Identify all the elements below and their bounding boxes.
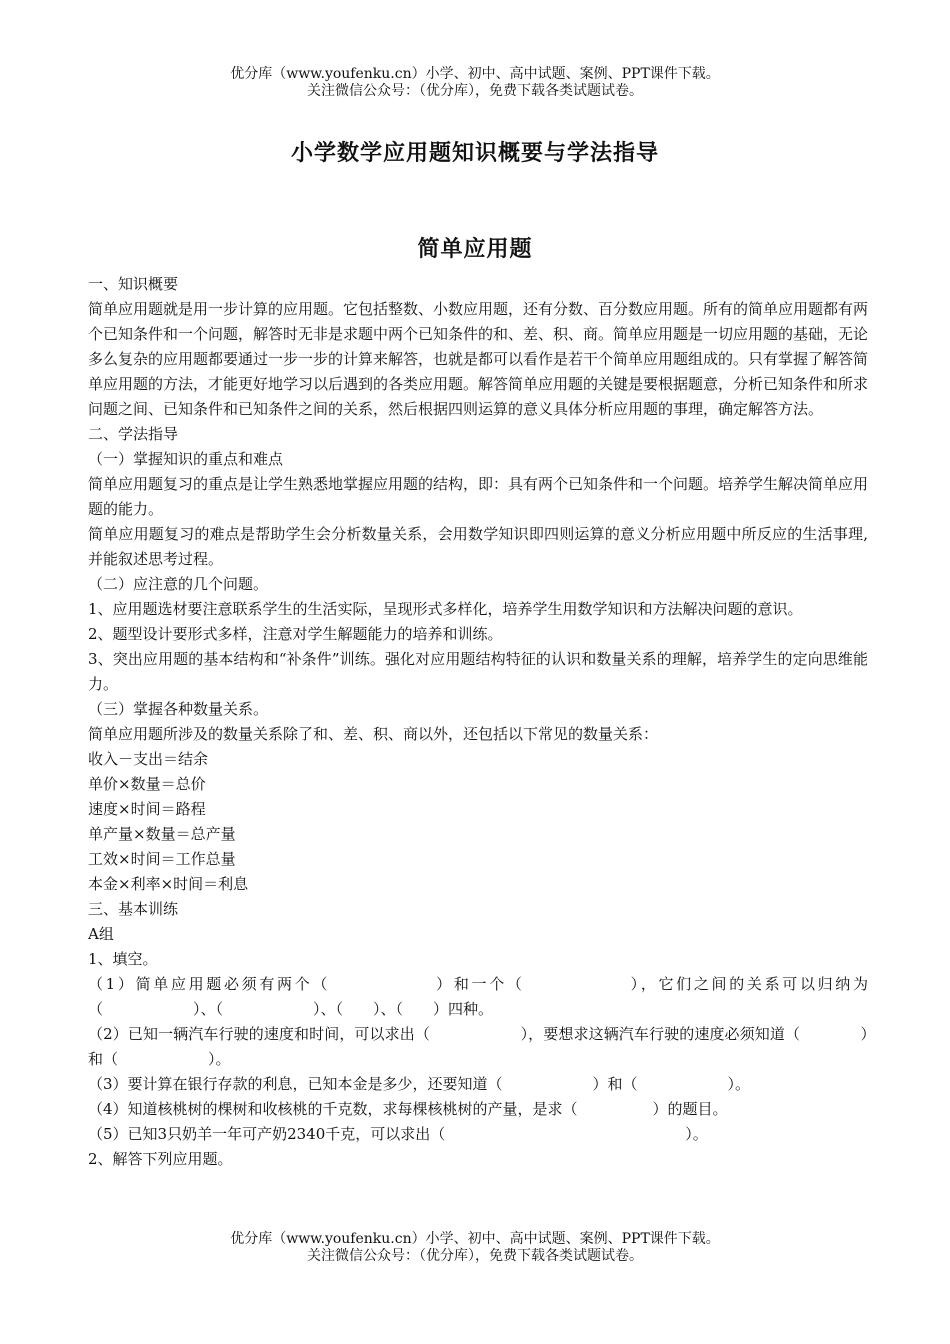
document-body [88, 272, 868, 1172]
heading-basic-training: 三、基本训练 [88, 900, 179, 918]
formula-distance: 速度×时间＝路程 [88, 800, 206, 818]
fill-blank-question-5: （5）已知3只奶羊一年可产奶2340千克，可以求出（ ）。 [88, 1125, 708, 1143]
fill-blank-question-2: （2）已知一辆汽车行驶的速度和时间，可以求出（ ），要想求这辆汽车行驶的速度必须知道（ ）和（ ）。 [88, 1025, 868, 1068]
formula-total-output: 单产量×数量＝总产量 [88, 825, 236, 843]
exercise-solve-problems: 2、解答下列应用题。 [88, 1150, 233, 1168]
subheading-notes: （二）应注意的几个问题。 [88, 575, 269, 593]
page-footer [0, 1231, 950, 1265]
subheading-quantity-relations: （三）掌握各种数量关系。 [88, 700, 269, 718]
header-line-1: 优分库（www.youfenku.cn）小学、初中、高中试题、案例、PPT课件下载。 [230, 66, 720, 82]
header-line-2: 关注微信公众号：（优分库），免费下载各类试题试卷。 [307, 83, 643, 99]
formula-total-price: 单价×数量＝总价 [88, 775, 206, 793]
note-item-1: 1、应用题选材要注意联系学生的生活实际，呈现形式多样化，培养学生用数学知识和方法解决问题的意识。 [88, 600, 803, 618]
formula-interest: 本金×利率×时间＝利息 [88, 875, 249, 893]
document-title: 小学数学应用题知识概要与学法指导 [290, 140, 659, 166]
fill-blank-question-4: （4）知道核桃树的棵树和收核桃的千克数，求每棵核桃树的产量，是求（ ）的题目。 [88, 1100, 728, 1118]
note-item-3: 3、突出应用题的基本结构和“补条件”训练。强化对应用题结构特征的认识和数量关系的理解，培养学生的定向思维能力。 [88, 650, 868, 693]
exercise-fill-blank: 1、填空。 [88, 950, 158, 968]
footer-line-2: 关注微信公众号：（优分库），免费下载各类试题试卷。 [307, 1248, 643, 1264]
fill-blank-question-1: （1）简单应用题必须有两个（ ）和一个（ ），它们之间的关系可以归纳为（ ）、（ ）、（ ）、（ ）四种。 [88, 975, 868, 1018]
paragraph-difficulty: 简单应用题复习的难点是帮助学生会分析数量关系，会用数学知识即四则运算的意义分析应用题中所反应的生活事理,并能叙述思考过程。 [88, 525, 868, 568]
note-item-2: 2、题型设计要形式多样，注意对学生解题能力的培养和训练。 [88, 625, 503, 643]
paragraph-overview: 简单应用题就是用一步计算的应用题。它包括整数、小数应用题，还有分数、百分数应用题。所有的简单应用题都有两个已知条件和一个问题，解答时无非是求题中两个已知条件的和、差、积、商。简单应用题是一切应用题的基础，无论多么复杂的应用题都要通过一步一步的计算来解答，也就是都可以看作是若干个简单应用题组成的。只有掌握了解答简单应用题的方法，才能更好地学习以后遇到的各类应用题。解答简单应用题的关键是要根据题意，分析已知条件和所求问题之间、已知条件和已知条件之间的关系，然后根据四则运算的意义具体分析应用题的事理，确定解答方法。 [88, 300, 869, 418]
heading-knowledge-overview: 一、知识概要 [88, 275, 179, 293]
section-title: 简单应用题 [417, 236, 533, 262]
paragraph-key-point: 简单应用题复习的重点是让学生熟悉地掌握应用题的结构，即：具有两个已知条件和一个问题。培养学生解决简单应用题的能力。 [88, 475, 869, 518]
heading-study-guidance: 二、学法指导 [88, 425, 179, 443]
group-label-a: A组 [88, 925, 114, 943]
fill-blank-question-3: （3）要计算在银行存款的利息，已知本金是多少，还要知道（ ）和（ ）。 [88, 1075, 751, 1093]
paragraph-relations-intro: 简单应用题所涉及的数量关系除了和、差、积、商以外，还包括以下常见的数量关系： [88, 725, 659, 743]
formula-balance: 收入－支出＝结余 [88, 750, 209, 768]
footer-line-1: 优分库（www.youfenku.cn）小学、初中、高中试题、案例、PPT课件下载。 [230, 1231, 720, 1247]
formula-total-work: 工效×时间＝工作总量 [88, 850, 236, 868]
page-header [0, 66, 950, 100]
subheading-key-points: （一）掌握知识的重点和难点 [88, 450, 284, 468]
